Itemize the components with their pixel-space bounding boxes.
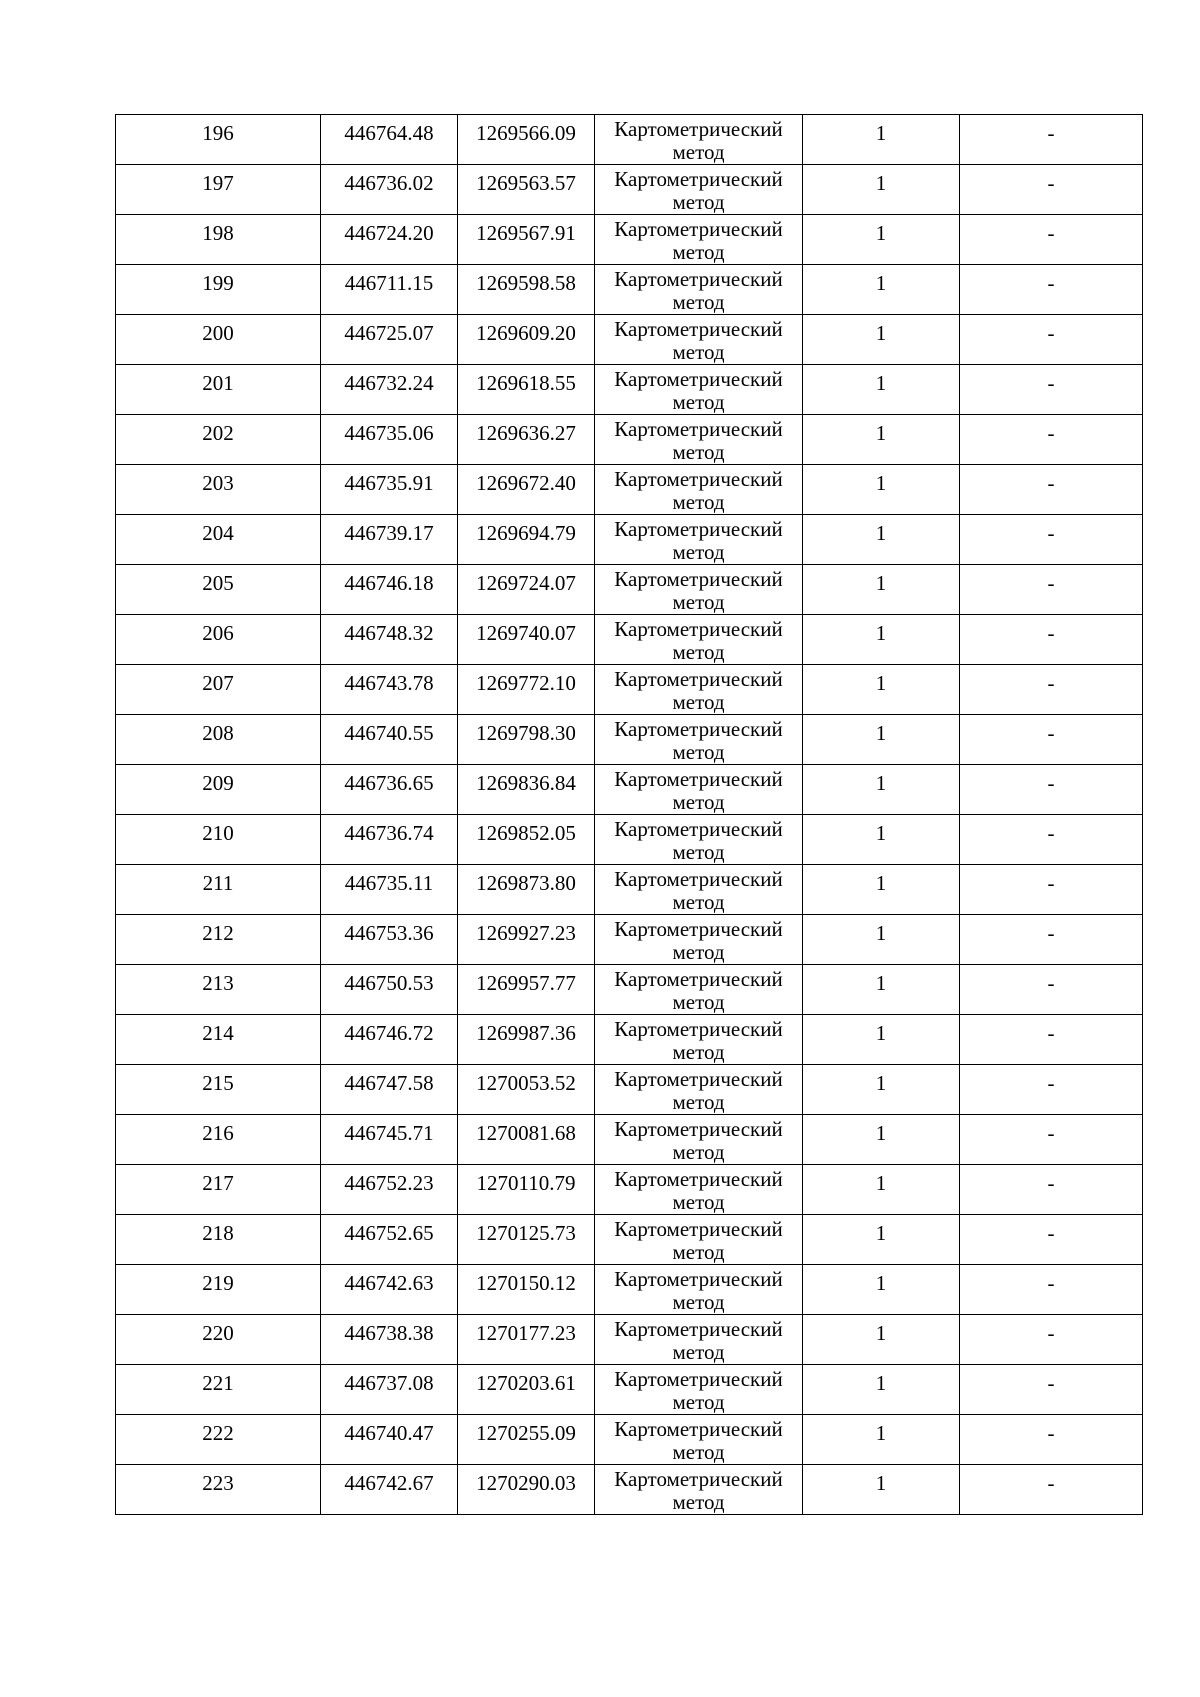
method-line1: Картометрический: [614, 1167, 783, 1191]
method-line1: Картометрический: [614, 867, 783, 891]
method-line2: метод: [672, 840, 725, 864]
accuracy-cell: 1: [803, 115, 960, 165]
table-row: [116, 1465, 1143, 1515]
method-cell: [595, 865, 803, 915]
method-line2: метод: [672, 1440, 725, 1464]
y-coordinate-cell: 1269798.30: [458, 715, 595, 765]
method-cell: [595, 165, 803, 215]
note-cell: -: [960, 215, 1143, 265]
coordinates-table: [115, 114, 1143, 1515]
table-row: [116, 1115, 1143, 1165]
y-coordinate-cell: 1270255.09: [458, 1415, 595, 1465]
method-line1: Картометрический: [614, 517, 783, 541]
method-line1: Картометрический: [614, 1367, 783, 1391]
y-coordinate-cell: 1269772.10: [458, 665, 595, 715]
method-line1: Картометрический: [614, 1417, 783, 1441]
method-cell: [595, 1015, 803, 1065]
table-row: [116, 615, 1143, 665]
accuracy-cell: 1: [803, 515, 960, 565]
method-line2: метод: [672, 1090, 725, 1114]
table-row: [116, 865, 1143, 915]
point-number-cell: 222: [116, 1415, 321, 1465]
method-cell: [595, 415, 803, 465]
point-number-cell: 198: [116, 215, 321, 265]
point-number-cell: 216: [116, 1115, 321, 1165]
table-row: [116, 665, 1143, 715]
y-coordinate-cell: 1270150.12: [458, 1265, 595, 1315]
table-row: [116, 365, 1143, 415]
method-line2: метод: [672, 1240, 725, 1264]
method-cell: [595, 815, 803, 865]
note-cell: -: [960, 915, 1143, 965]
method-line1: Картометрический: [614, 667, 783, 691]
accuracy-cell: 1: [803, 1265, 960, 1315]
method-line1: Картометрический: [614, 817, 783, 841]
point-number-cell: 209: [116, 765, 321, 815]
method-line2: метод: [672, 940, 725, 964]
note-cell: -: [960, 615, 1143, 665]
table-row: [116, 1365, 1143, 1415]
point-number-cell: 214: [116, 1015, 321, 1065]
note-cell: -: [960, 765, 1143, 815]
point-number-cell: 221: [116, 1365, 321, 1415]
table-row: [116, 265, 1143, 315]
accuracy-cell: 1: [803, 1215, 960, 1265]
method-cell: [595, 465, 803, 515]
accuracy-cell: 1: [803, 365, 960, 415]
method-line2: метод: [672, 1340, 725, 1364]
method-line2: метод: [672, 1290, 725, 1314]
method-line2: метод: [672, 1490, 725, 1514]
x-coordinate-cell: 446711.15: [321, 265, 458, 315]
method-line1: Картометрический: [614, 1017, 783, 1041]
point-number-cell: 206: [116, 615, 321, 665]
method-cell: [595, 1365, 803, 1415]
note-cell: -: [960, 1115, 1143, 1165]
y-coordinate-cell: 1269987.36: [458, 1015, 595, 1065]
note-cell: -: [960, 165, 1143, 215]
x-coordinate-cell: 446735.11: [321, 865, 458, 915]
point-number-cell: 218: [116, 1215, 321, 1265]
accuracy-cell: 1: [803, 1165, 960, 1215]
method-line2: метод: [672, 1040, 725, 1064]
y-coordinate-cell: 1270110.79: [458, 1165, 595, 1215]
x-coordinate-cell: 446739.17: [321, 515, 458, 565]
table-row: [116, 115, 1143, 165]
method-cell: [595, 365, 803, 415]
accuracy-cell: 1: [803, 565, 960, 615]
point-number-cell: 215: [116, 1065, 321, 1115]
method-line1: Картометрический: [614, 267, 783, 291]
note-cell: -: [960, 1465, 1143, 1515]
y-coordinate-cell: 1269740.07: [458, 615, 595, 665]
method-cell: [595, 565, 803, 615]
note-cell: -: [960, 715, 1143, 765]
accuracy-cell: 1: [803, 1315, 960, 1365]
x-coordinate-cell: 446725.07: [321, 315, 458, 365]
x-coordinate-cell: 446750.53: [321, 965, 458, 1015]
note-cell: -: [960, 865, 1143, 915]
y-coordinate-cell: 1269636.27: [458, 415, 595, 465]
point-number-cell: 208: [116, 715, 321, 765]
table-row: [116, 565, 1143, 615]
y-coordinate-cell: 1269672.40: [458, 465, 595, 515]
x-coordinate-cell: 446735.06: [321, 415, 458, 465]
table-row: [116, 1315, 1143, 1365]
note-cell: -: [960, 1015, 1143, 1065]
table-row: [116, 415, 1143, 465]
method-cell: [595, 1465, 803, 1515]
accuracy-cell: 1: [803, 1065, 960, 1115]
table-row: [116, 1265, 1143, 1315]
method-line2: метод: [672, 740, 725, 764]
method-cell: [595, 1315, 803, 1365]
note-cell: -: [960, 965, 1143, 1015]
accuracy-cell: 1: [803, 915, 960, 965]
method-line1: Картометрический: [614, 417, 783, 441]
x-coordinate-cell: 446745.71: [321, 1115, 458, 1165]
point-number-cell: 204: [116, 515, 321, 565]
note-cell: -: [960, 315, 1143, 365]
note-cell: -: [960, 1265, 1143, 1315]
accuracy-cell: 1: [803, 265, 960, 315]
point-number-cell: 207: [116, 665, 321, 715]
table-row: [116, 765, 1143, 815]
x-coordinate-cell: 446747.58: [321, 1065, 458, 1115]
x-coordinate-cell: 446743.78: [321, 665, 458, 715]
method-cell: [595, 1415, 803, 1465]
method-cell: [595, 915, 803, 965]
method-line2: метод: [672, 490, 725, 514]
method-line1: Картометрический: [614, 617, 783, 641]
y-coordinate-cell: 1269836.84: [458, 765, 595, 815]
table-row: [116, 815, 1143, 865]
accuracy-cell: 1: [803, 865, 960, 915]
accuracy-cell: 1: [803, 815, 960, 865]
x-coordinate-cell: 446740.55: [321, 715, 458, 765]
table-row: [116, 1215, 1143, 1265]
method-line1: Картометрический: [614, 717, 783, 741]
table-row: [116, 1015, 1143, 1065]
note-cell: -: [960, 1415, 1143, 1465]
x-coordinate-cell: 446724.20: [321, 215, 458, 265]
accuracy-cell: 1: [803, 1465, 960, 1515]
method-line2: метод: [672, 440, 725, 464]
note-cell: -: [960, 415, 1143, 465]
method-line1: Картометрический: [614, 967, 783, 991]
point-number-cell: 201: [116, 365, 321, 415]
y-coordinate-cell: 1270290.03: [458, 1465, 595, 1515]
table-row: [116, 515, 1143, 565]
method-line2: метод: [672, 290, 725, 314]
point-number-cell: 200: [116, 315, 321, 365]
method-line1: Картометрический: [614, 1217, 783, 1241]
method-line2: метод: [672, 1140, 725, 1164]
x-coordinate-cell: 446735.91: [321, 465, 458, 515]
method-line1: Картометрический: [614, 1467, 783, 1491]
table-row: [116, 915, 1143, 965]
point-number-cell: 212: [116, 915, 321, 965]
x-coordinate-cell: 446732.24: [321, 365, 458, 415]
accuracy-cell: 1: [803, 615, 960, 665]
y-coordinate-cell: 1269873.80: [458, 865, 595, 915]
x-coordinate-cell: 446764.48: [321, 115, 458, 165]
x-coordinate-cell: 446748.32: [321, 615, 458, 665]
x-coordinate-cell: 446746.18: [321, 565, 458, 615]
accuracy-cell: 1: [803, 1365, 960, 1415]
y-coordinate-cell: 1269598.58: [458, 265, 595, 315]
accuracy-cell: 1: [803, 165, 960, 215]
method-line1: Картометрический: [614, 467, 783, 491]
x-coordinate-cell: 446736.02: [321, 165, 458, 215]
method-line2: метод: [672, 790, 725, 814]
method-cell: [595, 1165, 803, 1215]
x-coordinate-cell: 446736.74: [321, 815, 458, 865]
note-cell: -: [960, 565, 1143, 615]
point-number-cell: 210: [116, 815, 321, 865]
accuracy-cell: 1: [803, 315, 960, 365]
point-number-cell: 213: [116, 965, 321, 1015]
point-number-cell: 220: [116, 1315, 321, 1365]
table-row: [116, 715, 1143, 765]
x-coordinate-cell: 446737.08: [321, 1365, 458, 1415]
point-number-cell: 197: [116, 165, 321, 215]
y-coordinate-cell: 1269609.20: [458, 315, 595, 365]
method-line2: метод: [672, 890, 725, 914]
y-coordinate-cell: 1270203.61: [458, 1365, 595, 1415]
point-number-cell: 203: [116, 465, 321, 515]
note-cell: -: [960, 115, 1143, 165]
y-coordinate-cell: 1269724.07: [458, 565, 595, 615]
note-cell: -: [960, 365, 1143, 415]
y-coordinate-cell: 1269957.77: [458, 965, 595, 1015]
method-line1: Картометрический: [614, 117, 783, 141]
accuracy-cell: 1: [803, 465, 960, 515]
note-cell: -: [960, 515, 1143, 565]
table-row: [116, 965, 1143, 1015]
accuracy-cell: 1: [803, 715, 960, 765]
accuracy-cell: 1: [803, 1415, 960, 1465]
x-coordinate-cell: 446752.65: [321, 1215, 458, 1265]
x-coordinate-cell: 446740.47: [321, 1415, 458, 1465]
method-line2: метод: [672, 540, 725, 564]
point-number-cell: 199: [116, 265, 321, 315]
y-coordinate-cell: 1269618.55: [458, 365, 595, 415]
method-line2: метод: [672, 1390, 725, 1414]
method-line2: метод: [672, 140, 725, 164]
x-coordinate-cell: 446736.65: [321, 765, 458, 815]
method-cell: [595, 965, 803, 1015]
method-line1: Картометрический: [614, 317, 783, 341]
point-number-cell: 205: [116, 565, 321, 615]
method-line1: Картометрический: [614, 217, 783, 241]
method-cell: [595, 515, 803, 565]
note-cell: -: [960, 1315, 1143, 1365]
table-row: [116, 1165, 1143, 1215]
y-coordinate-cell: 1270081.68: [458, 1115, 595, 1165]
method-line2: метод: [672, 690, 725, 714]
y-coordinate-cell: 1270053.52: [458, 1065, 595, 1115]
point-number-cell: 223: [116, 1465, 321, 1515]
method-cell: [595, 765, 803, 815]
method-line1: Картометрический: [614, 167, 783, 191]
point-number-cell: 202: [116, 415, 321, 465]
accuracy-cell: 1: [803, 415, 960, 465]
table-body: [116, 115, 1143, 1515]
method-line2: метод: [672, 390, 725, 414]
note-cell: -: [960, 1065, 1143, 1115]
method-line2: метод: [672, 240, 725, 264]
x-coordinate-cell: 446746.72: [321, 1015, 458, 1065]
method-line1: Картометрический: [614, 767, 783, 791]
method-line1: Картометрический: [614, 1117, 783, 1141]
y-coordinate-cell: 1269566.09: [458, 115, 595, 165]
note-cell: -: [960, 665, 1143, 715]
method-line2: метод: [672, 190, 725, 214]
method-line1: Картометрический: [614, 1067, 783, 1091]
y-coordinate-cell: 1269927.23: [458, 915, 595, 965]
accuracy-cell: 1: [803, 1015, 960, 1065]
table-row: [116, 165, 1143, 215]
method-line2: метод: [672, 1190, 725, 1214]
method-line2: метод: [672, 640, 725, 664]
method-cell: [595, 115, 803, 165]
method-line1: Картометрический: [614, 367, 783, 391]
method-cell: [595, 615, 803, 665]
table-row: [116, 1065, 1143, 1115]
accuracy-cell: 1: [803, 965, 960, 1015]
note-cell: -: [960, 465, 1143, 515]
accuracy-cell: 1: [803, 215, 960, 265]
method-cell: [595, 1215, 803, 1265]
x-coordinate-cell: 446752.23: [321, 1165, 458, 1215]
point-number-cell: 211: [116, 865, 321, 915]
x-coordinate-cell: 446753.36: [321, 915, 458, 965]
note-cell: -: [960, 1215, 1143, 1265]
note-cell: -: [960, 265, 1143, 315]
method-cell: [595, 215, 803, 265]
table-row: [116, 465, 1143, 515]
note-cell: -: [960, 1165, 1143, 1215]
method-line1: Картометрический: [614, 1267, 783, 1291]
table-row: [116, 215, 1143, 265]
accuracy-cell: 1: [803, 665, 960, 715]
method-cell: [595, 715, 803, 765]
method-line2: метод: [672, 590, 725, 614]
method-line1: Картометрический: [614, 917, 783, 941]
method-line2: метод: [672, 340, 725, 364]
method-cell: [595, 265, 803, 315]
y-coordinate-cell: 1269563.57: [458, 165, 595, 215]
accuracy-cell: 1: [803, 1115, 960, 1165]
point-number-cell: 196: [116, 115, 321, 165]
method-cell: [595, 1265, 803, 1315]
y-coordinate-cell: 1269852.05: [458, 815, 595, 865]
accuracy-cell: 1: [803, 765, 960, 815]
method-cell: [595, 1065, 803, 1115]
method-line1: Картометрический: [614, 1317, 783, 1341]
y-coordinate-cell: 1269567.91: [458, 215, 595, 265]
x-coordinate-cell: 446742.63: [321, 1265, 458, 1315]
method-line2: метод: [672, 990, 725, 1014]
point-number-cell: 217: [116, 1165, 321, 1215]
note-cell: -: [960, 1365, 1143, 1415]
method-line1: Картометрический: [614, 567, 783, 591]
y-coordinate-cell: 1270125.73: [458, 1215, 595, 1265]
method-cell: [595, 665, 803, 715]
y-coordinate-cell: 1269694.79: [458, 515, 595, 565]
y-coordinate-cell: 1270177.23: [458, 1315, 595, 1365]
table-row: [116, 315, 1143, 365]
method-cell: [595, 1115, 803, 1165]
table-row: [116, 1415, 1143, 1465]
x-coordinate-cell: 446738.38: [321, 1315, 458, 1365]
x-coordinate-cell: 446742.67: [321, 1465, 458, 1515]
method-cell: [595, 315, 803, 365]
note-cell: -: [960, 815, 1143, 865]
point-number-cell: 219: [116, 1265, 321, 1315]
